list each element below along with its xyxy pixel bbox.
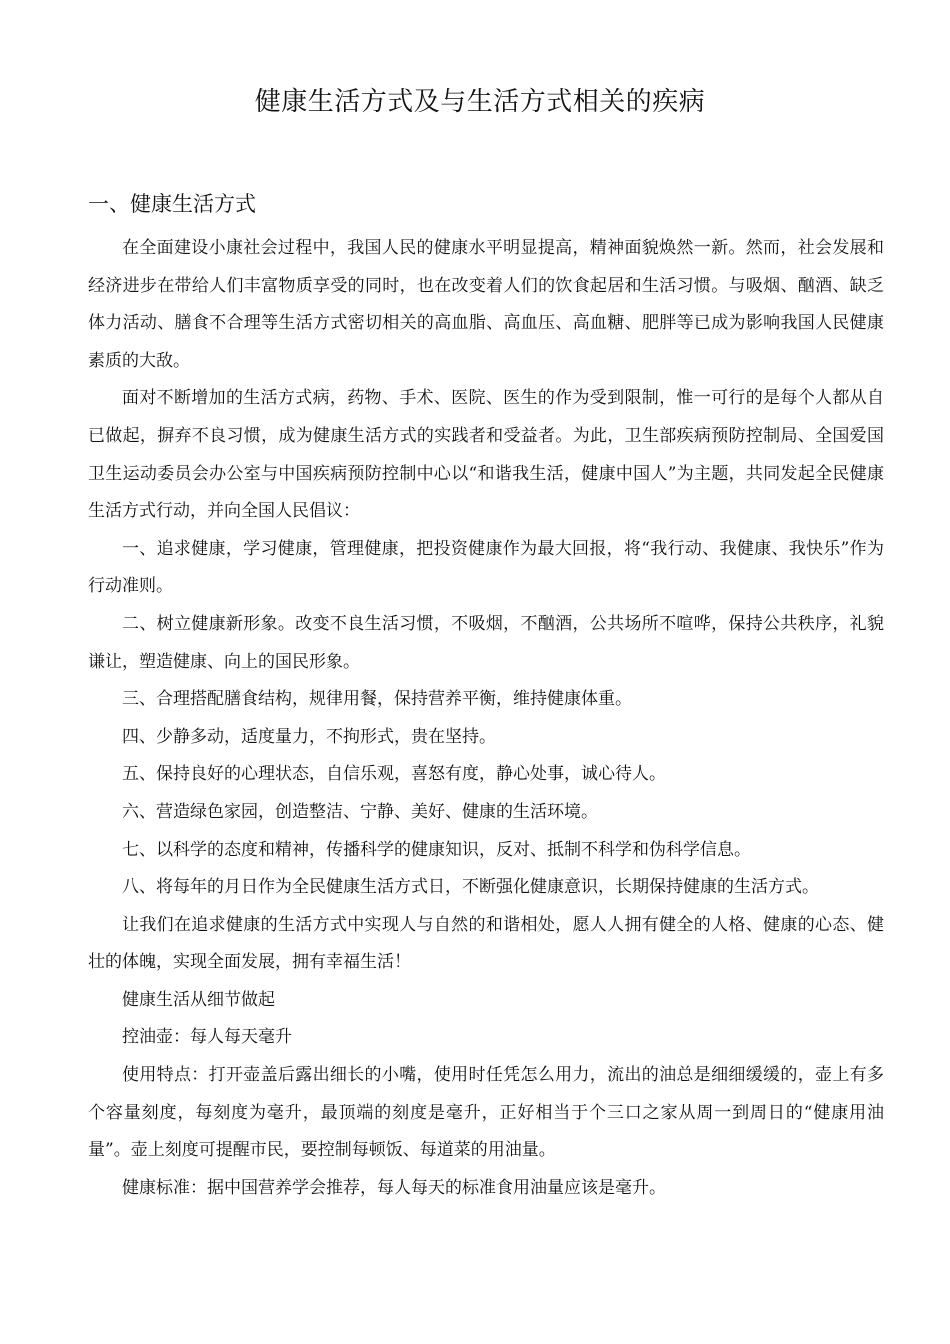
proposal-item-7: 七、以科学的态度和精神，传播科学的健康知识，反对、抵制不科学和伪科学信息。 bbox=[122, 839, 751, 860]
proposal-item-5: 五、保持良好的心理状态，自信乐观，喜怒有度，静心处事，诚心待人。 bbox=[122, 764, 666, 785]
proposal-item-6: 六、营造绿色家园，创造整洁、宁静、美好、健康的生活环境。 bbox=[122, 801, 598, 822]
paragraph-closing: 让我们在追求健康的生活方式中实现人与自然的和谐相处，愿人人拥有健全的人格、健康的心态、健壮的体魄，实现全面发展，拥有幸福生活！ bbox=[88, 914, 884, 973]
proposal-item-3: 三、合理搭配膳食结构，规律用餐，保持营养平衡，维持健康体重。 bbox=[122, 689, 632, 710]
document-title: 健康生活方式及与生活方式相关的疾病 bbox=[254, 87, 706, 117]
proposal-item-8: 八、将每年的月日作为全民健康生活方式日，不断强化健康意识，长期保持健康的生活方式。 bbox=[122, 877, 819, 898]
oil-pot-features: 使用特点：打开壶盖后露出细长的小嘴，使用时任凭怎么用力，流出的油总是细细缓缓的，壶上有多个容量刻度，每刻度为毫升，最顶端的刻度是毫升，正好相当于个三口之家从周一到周日的“健康用油量”。壶上刻度可提醒市民，要控制每顿饭、每道菜的用油量。 bbox=[88, 1065, 884, 1161]
oil-pot-standard: 健康标准：据中国营养学会推荐，每人每天的标准食用油量应该是毫升。 bbox=[122, 1177, 666, 1198]
document-body bbox=[88, 230, 884, 1207]
proposal-item-4: 四、少静多动，适度量力，不拘形式，贵在坚持。 bbox=[122, 726, 496, 747]
section-heading: 一、健康生活方式 bbox=[88, 192, 256, 216]
paragraph-initiative: 面对不断增加的生活方式病，药物、手术、医院、医生的作为受到限制，惟一可行的是每个人都从自已做起，摒弃不良习惯，成为健康生活方式的实践者和受益者。为此，卫生部疾病预防控制局、全国爱国卫生运动委员会办公室与中国疾病预防控制中心以“和谐我生活，健康中国人”为主题，共同发起全民健康生活方式行动，并向全国人民倡议： bbox=[88, 388, 884, 522]
oil-pot-heading: 控油壶：每人每天毫升 bbox=[122, 1027, 292, 1048]
paragraph-intro: 在全面建设小康社会过程中，我国人民的健康水平明显提高，精神面貌焕然一新。然而，社会发展和经济进步在带给人们丰富物质享受的同时，也在改变着人们的饮食起居和生活习惯。与吸烟、酗酒、缺乏体力活动、膳食不合理等生活方式密切相关的高血脂、高血压、高血糖、肥胖等已成为影响我国人民健康素质的大敌。 bbox=[88, 238, 884, 371]
proposal-item-2: 二、树立健康新形象。改变不良生活习惯，不吸烟，不酗酒，公共场所不喧哗，保持公共秩序，礼貌谦让，塑造健康、向上的国民形象。 bbox=[88, 613, 884, 672]
subheading-details: 健康生活从细节做起 bbox=[122, 989, 275, 1010]
proposal-item-1: 一、追求健康，学习健康，管理健康，把投资健康作为最大回报，将“我行动、我健康、我快乐”作为行动准则。 bbox=[88, 538, 884, 597]
